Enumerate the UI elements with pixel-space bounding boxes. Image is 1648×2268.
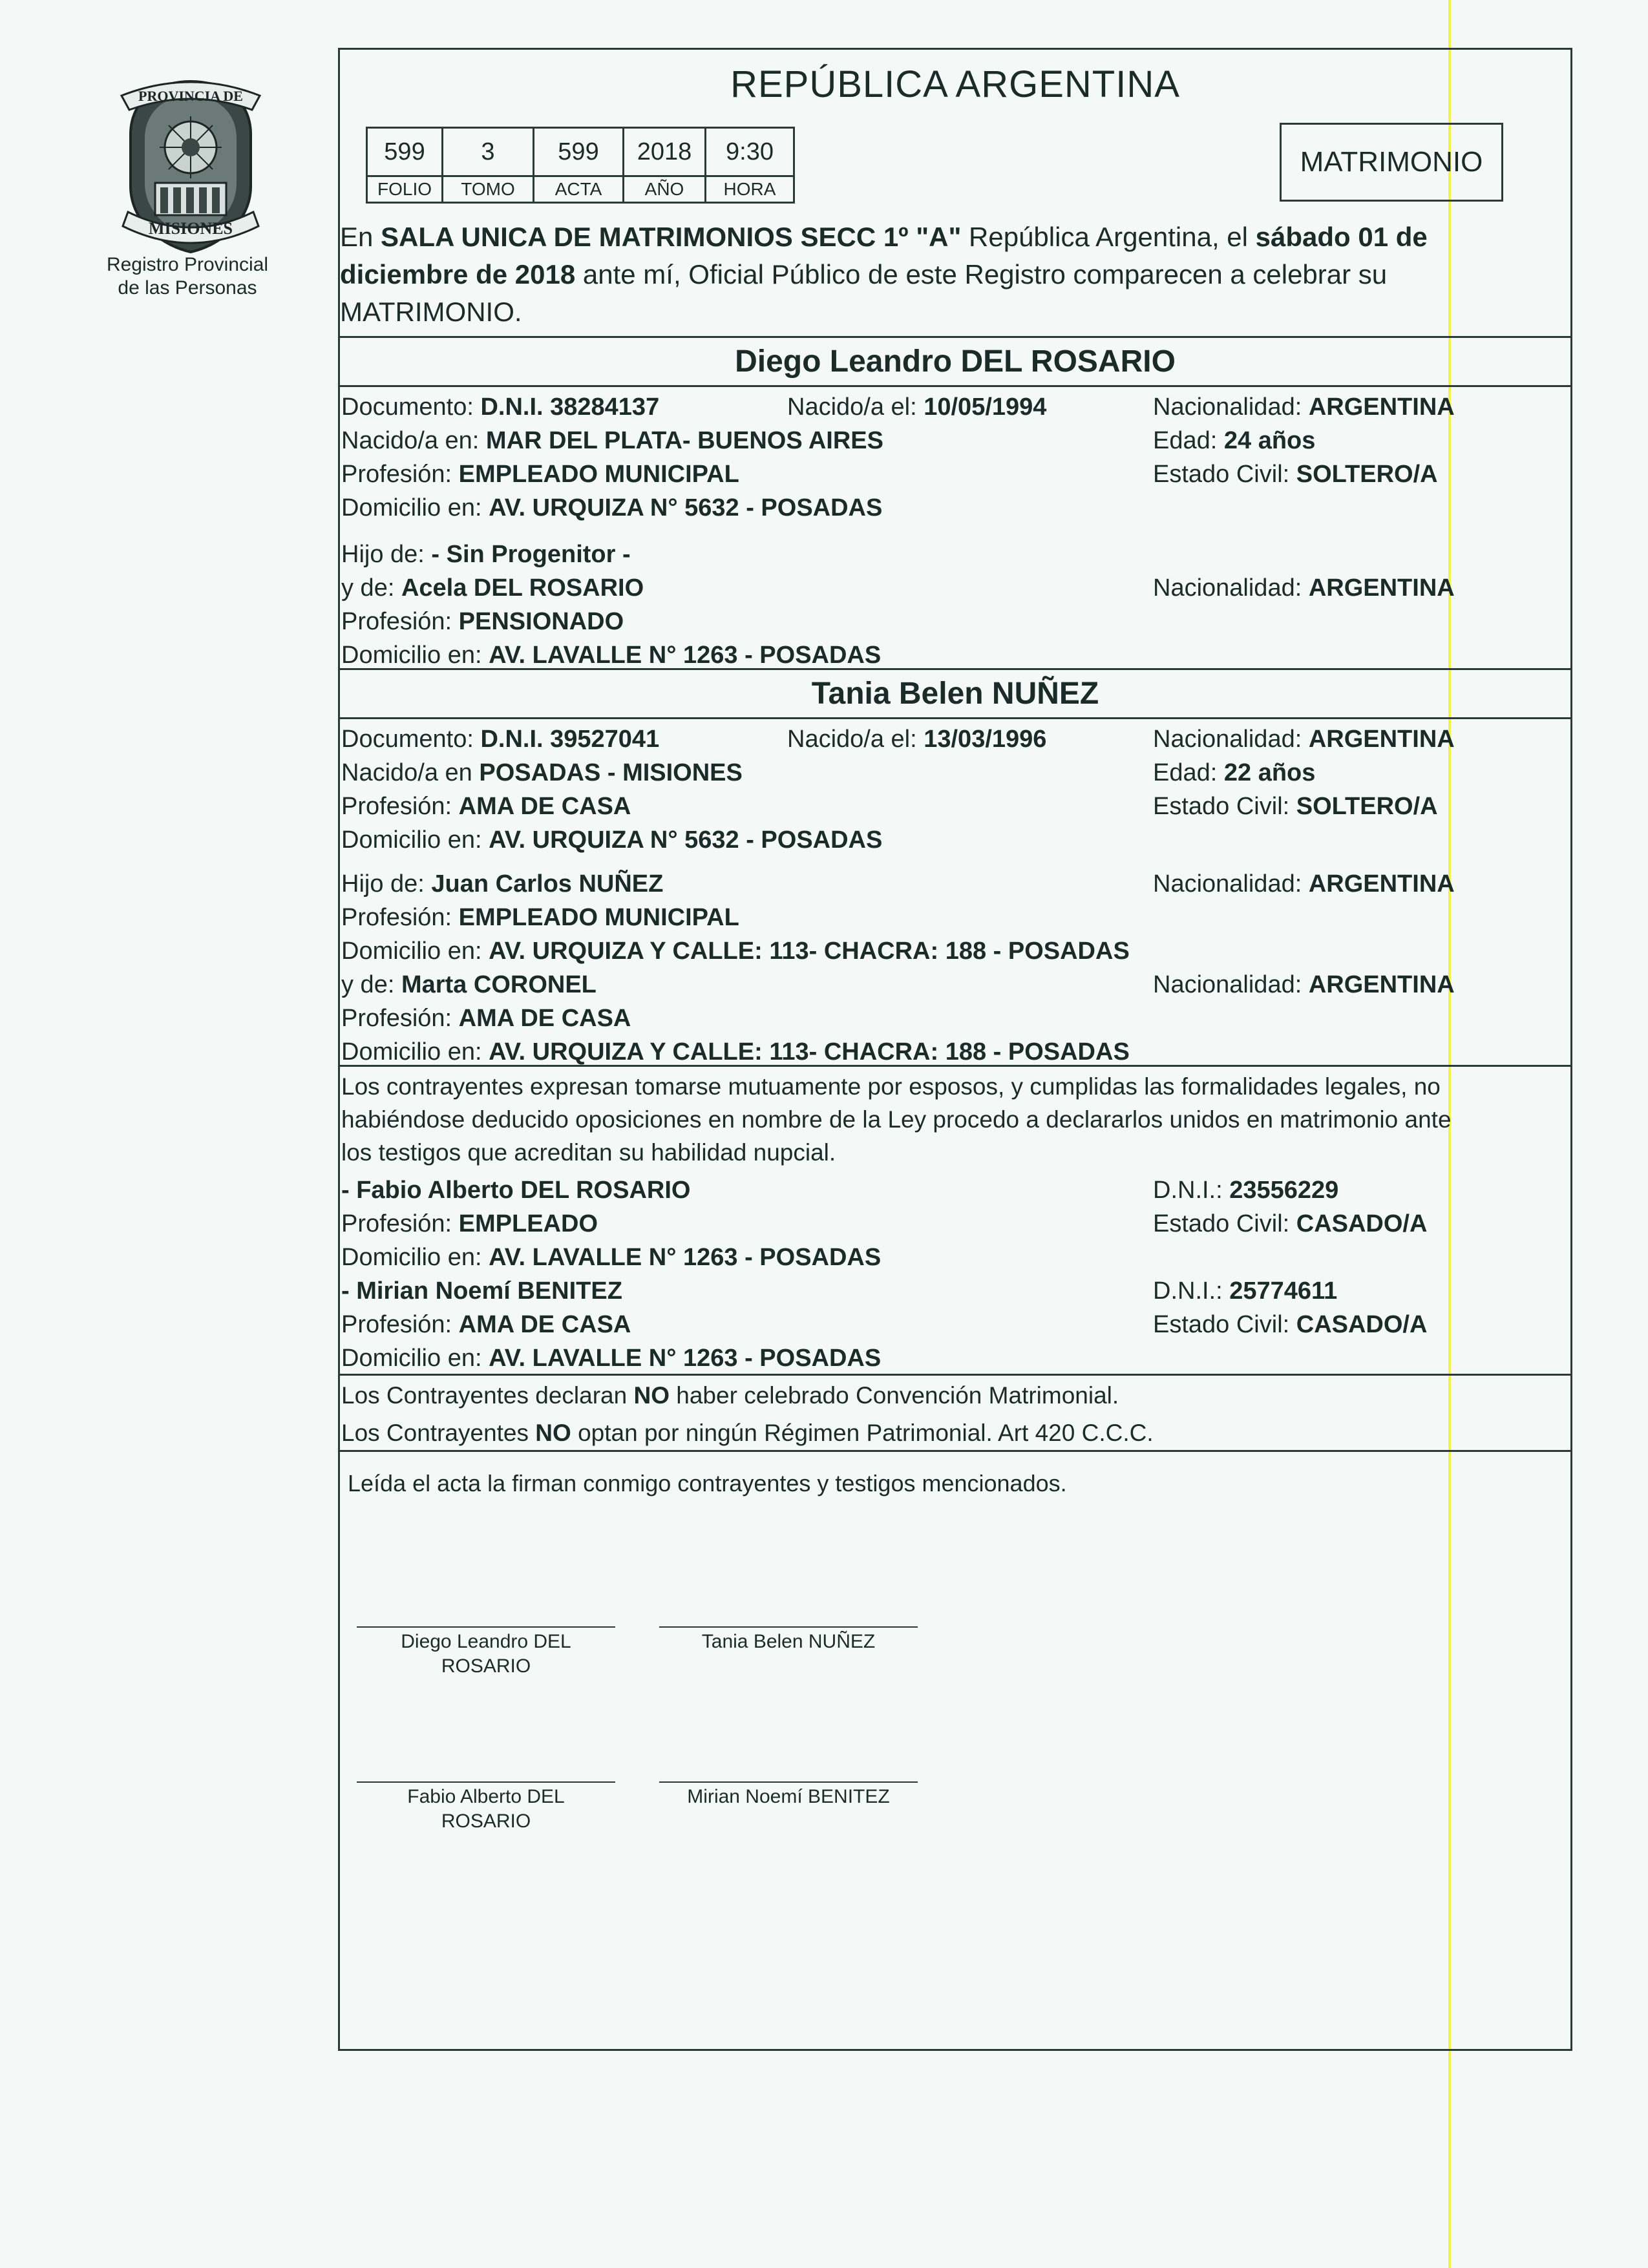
c2-nacionalidad: Nacionalidad: ARGENTINA: [1153, 726, 1455, 753]
signature-name-2: Tania Belen NUÑEZ: [701, 1631, 876, 1652]
intro-text: ante mí, Oficial Público de este Registro comparecen a celebrar su: [575, 259, 1388, 289]
hora-value: 9:30: [706, 128, 794, 176]
acta-value: 599: [534, 128, 624, 176]
acta-label: ACTA: [534, 176, 624, 203]
c2-y-de-domicilio: Domicilio en: AV. URQUIZA Y CALLE: 113- CHACRA: 188 - POSADAS: [341, 1038, 1130, 1066]
intro-place: SALA UNICA DE MATRIMONIOS SECC 1º "A": [381, 222, 962, 252]
declaration-line-3: los testigos que acreditan su habilidad nupcial.: [341, 1139, 836, 1166]
registry-name-line2: de las Personas: [118, 277, 257, 299]
intro-date: sábado 01 de: [1255, 222, 1428, 252]
c2-nacido-en: Nacido/a en POSADAS - MISIONES: [341, 759, 743, 786]
convencion-line-1: Los Contrayentes declaran NO haber celebrado Convención Matrimonial.: [341, 1382, 1119, 1409]
intro-text: República Argentina, el: [961, 222, 1256, 252]
signature-name-1: Diego Leandro DEL ROSARIO: [401, 1631, 571, 1677]
testigo-1-domicilio: Domicilio en: AV. LAVALLE N° 1263 - POSADAS: [341, 1244, 882, 1271]
tomo-label: TOMO: [443, 176, 534, 203]
ano-label: AÑO: [624, 176, 706, 203]
c2-documento: Documento: D.N.I. 39527041: [341, 726, 660, 753]
testigo-2-name: - Mirian Noemí BENITEZ: [341, 1277, 622, 1305]
testigo-1-estado-civil: Estado Civil: CASADO/A: [1153, 1210, 1428, 1237]
testigo-1-profesion: Profesión: EMPLEADO: [341, 1210, 598, 1237]
testigo-2-dni: D.N.I.: 25774611: [1153, 1277, 1338, 1305]
c2-hijo-de: Hijo de: Juan Carlos NUÑEZ: [341, 870, 664, 898]
c1-edad: Edad: 24 años: [1153, 427, 1316, 454]
c2-y-de: y de: Marta CORONEL: [341, 971, 597, 998]
c2-nacido-el: Nacido/a el: 13/03/1996: [787, 726, 1047, 753]
c2-edad: Edad: 22 años: [1153, 759, 1316, 786]
c1-profesion: Profesión: EMPLEADO MUNICIPAL: [341, 461, 739, 488]
contrayente-2-name: Tania Belen NUÑEZ: [811, 677, 1099, 711]
signature-line: [357, 1626, 615, 1628]
signature-line: [659, 1626, 918, 1628]
testigo-1-name: - Fabio Alberto DEL ROSARIO: [341, 1177, 691, 1204]
signature-line: [659, 1781, 918, 1783]
reference-table: [366, 127, 795, 204]
contrayente-1-name: Diego Leandro DEL ROSARIO: [735, 344, 1176, 379]
c2-hijo-de-nacionalidad: Nacionalidad: ARGENTINA: [1153, 870, 1455, 898]
c2-domicilio: Domicilio en: AV. URQUIZA N° 5632 - POSADAS: [341, 826, 883, 854]
c1-y-de-nacionalidad: Nacionalidad: ARGENTINA: [1153, 574, 1455, 602]
divider: [338, 1374, 1570, 1376]
intro-line-2: [340, 256, 1568, 293]
intro-line-1: [340, 218, 1568, 256]
declaration-line-1: Los contrayentes expresan tomarse mutuamente por esposos, y cumplidas las formalidades legales, no: [341, 1073, 1441, 1100]
folio-value: 599: [367, 128, 443, 176]
ano-value: 2018: [624, 128, 706, 176]
testigo-2-profesion: Profesión: AMA DE CASA: [341, 1311, 631, 1338]
c1-domicilio: Domicilio en: AV. URQUIZA N° 5632 - POSADAS: [341, 494, 883, 521]
testigo-1-dni: D.N.I.: 23556229: [1153, 1177, 1339, 1204]
c2-y-de-nacionalidad: Nacionalidad: ARGENTINA: [1153, 971, 1455, 998]
divider: [338, 385, 1570, 387]
c1-estado-civil: Estado Civil: SOLTERO/A: [1153, 461, 1438, 488]
seal-top-text: PROVINCIA DE: [138, 88, 243, 104]
intro-text: En: [340, 222, 381, 252]
c2-hijo-de-domicilio: Domicilio en: AV. URQUIZA Y CALLE: 113- CHACRA: 188 - POSADAS: [341, 938, 1130, 965]
intro-line-3: MATRIMONIO.: [340, 297, 522, 327]
c1-y-de-domicilio: Domicilio en: AV. LAVALLE N° 1263 - POSADAS: [341, 642, 882, 669]
c2-y-de-profesion: Profesión: AMA DE CASA: [341, 1005, 631, 1032]
testigo-2-estado-civil: Estado Civil: CASADO/A: [1153, 1311, 1428, 1338]
c2-profesion: Profesión: AMA DE CASA: [341, 793, 631, 820]
c1-hijo-de: Hijo de: - Sin Progenitor -: [341, 541, 631, 568]
signature-name-3: Fabio Alberto DEL ROSARIO: [407, 1786, 565, 1832]
registry-name-line1: Registro Provincial: [106, 254, 269, 275]
c2-hijo-de-profesion: Profesión: EMPLEADO MUNICIPAL: [341, 904, 739, 931]
signature-line: [357, 1781, 615, 1783]
document-type: MATRIMONIO: [1300, 146, 1483, 178]
divider: [338, 336, 1570, 338]
hora-label: HORA: [706, 176, 794, 203]
c1-nacionalidad: Nacionalidad: ARGENTINA: [1153, 394, 1455, 421]
c2-estado-civil: Estado Civil: SOLTERO/A: [1153, 793, 1438, 820]
signature-name-4: Mirian Noemí BENITEZ: [687, 1786, 890, 1807]
closing-text: Leída el acta la firman conmigo contrayentes y testigos mencionados.: [348, 1470, 1067, 1496]
document-type-box: [1280, 123, 1503, 202]
c1-nacido-el: Nacido/a el: 10/05/1994: [787, 394, 1047, 421]
c1-nacido-en: Nacido/a en: MAR DEL PLATA- BUENOS AIRES: [341, 427, 883, 454]
declaration-line-2: habiéndose deducido oposiciones en nombre de la Ley procedo a declararlos unidos en matrimonio ante: [341, 1106, 1452, 1133]
tomo-value: 3: [443, 128, 534, 176]
testigo-2-domicilio: Domicilio en: AV. LAVALLE N° 1263 - POSADAS: [341, 1345, 882, 1372]
c1-y-de: y de: Acela DEL ROSARIO: [341, 574, 644, 602]
seal-bottom-text: MISIONES: [148, 219, 233, 238]
c1-documento: Documento: D.N.I. 38284137: [341, 394, 660, 421]
provincial-seal-icon: [116, 76, 265, 257]
divider: [338, 1450, 1570, 1452]
folio-label: FOLIO: [367, 176, 443, 203]
intro-date: diciembre de 2018: [340, 259, 576, 289]
c1-y-de-profesion: Profesión: PENSIONADO: [341, 608, 624, 635]
divider: [338, 717, 1570, 719]
page-title: REPÚBLICA ARGENTINA: [730, 63, 1180, 105]
convencion-line-2: Los Contrayentes NO optan por ningún Régimen Patrimonial. Art 420 C.C.C.: [341, 1420, 1154, 1446]
